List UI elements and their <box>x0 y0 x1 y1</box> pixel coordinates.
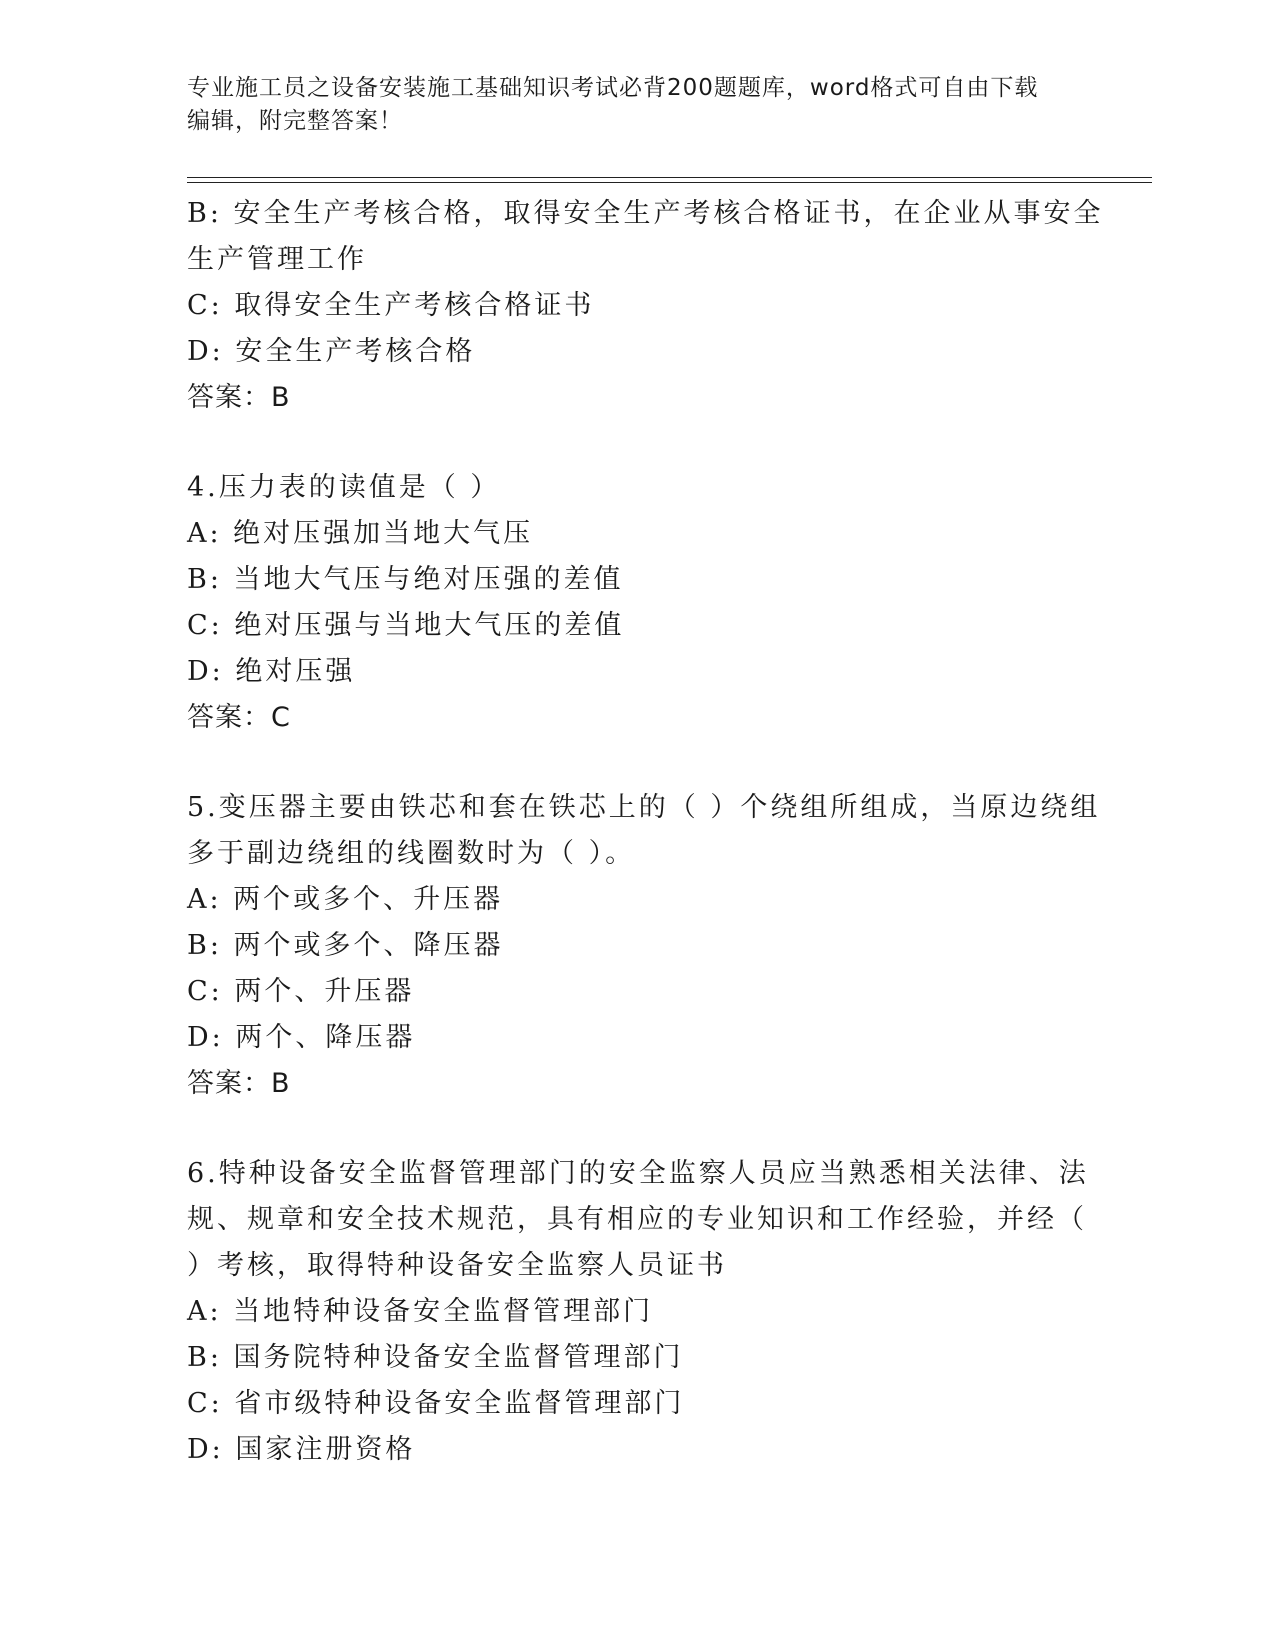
spacer <box>187 421 1087 465</box>
option-d: D: 两个、降压器 <box>187 1022 416 1053</box>
question-text-line-2: 多于副边绕组的线圈数时为（ ）。 <box>187 838 636 869</box>
option-c: C: 省市级特种设备安全监督管理部门 <box>187 1388 685 1419</box>
question-block-4 <box>187 465 1087 741</box>
option-d: D: 绝对压强 <box>187 656 356 687</box>
option-a: A: 两个或多个、升压器 <box>187 884 504 915</box>
option-b-line-1: B: 安全生产考核合格，取得安全生产考核合格证书，在企业从事安全 <box>187 198 1104 229</box>
option-b: B: 国务院特种设备安全监督管理部门 <box>187 1342 684 1373</box>
question-text-line-1: 6.特种设备安全监督管理部门的安全监察人员应当熟悉相关法律、法 <box>187 1158 1089 1189</box>
document-header <box>187 72 1087 138</box>
question-block-6 <box>187 1151 1087 1473</box>
option-a: A: 绝对压强加当地大气压 <box>187 518 534 549</box>
option-b: B: 两个或多个、降压器 <box>187 930 504 961</box>
answer: 答案：B <box>187 1068 291 1099</box>
header-line-1: 专业施工员之设备安装施工基础知识考试必背200题题库，word格式可自由下载 <box>187 75 1039 101</box>
spacer <box>187 1107 1087 1151</box>
document-body <box>187 191 1104 1473</box>
question-text-line-1: 5.变压器主要由铁芯和套在铁芯上的（ ）个绕组所组成，当原边绕组 <box>187 792 1101 823</box>
question-text-line-2: 规、规章和安全技术规范，具有相应的专业知识和工作经验，并经（ <box>187 1204 1087 1235</box>
answer: 答案：C <box>187 702 291 733</box>
option-c: C: 两个、升压器 <box>187 976 415 1007</box>
option-a: A: 当地特种设备安全监督管理部门 <box>187 1296 654 1327</box>
header-rule-top <box>187 177 1152 178</box>
question-text-line-3: ）考核，取得特种设备安全监察人员证书 <box>187 1250 727 1281</box>
question-text: 4.压力表的读值是（ ） <box>187 472 501 503</box>
header-line-2: 编辑，附完整答案！ <box>187 108 403 134</box>
option-c: C: 绝对压强与当地大气压的差值 <box>187 610 625 641</box>
option-d: D: 安全生产考核合格 <box>187 336 476 367</box>
option-c: C: 取得安全生产考核合格证书 <box>187 290 595 321</box>
question-block-3 <box>187 191 1104 421</box>
option-d: D: 国家注册资格 <box>187 1434 416 1465</box>
spacer <box>187 741 1087 785</box>
option-b: B: 当地大气压与绝对压强的差值 <box>187 564 624 595</box>
header-rule-bottom <box>187 182 1152 183</box>
answer: 答案：B <box>187 382 291 413</box>
option-b-line-2: 生产管理工作 <box>187 244 367 275</box>
question-block-5 <box>187 785 1101 1107</box>
